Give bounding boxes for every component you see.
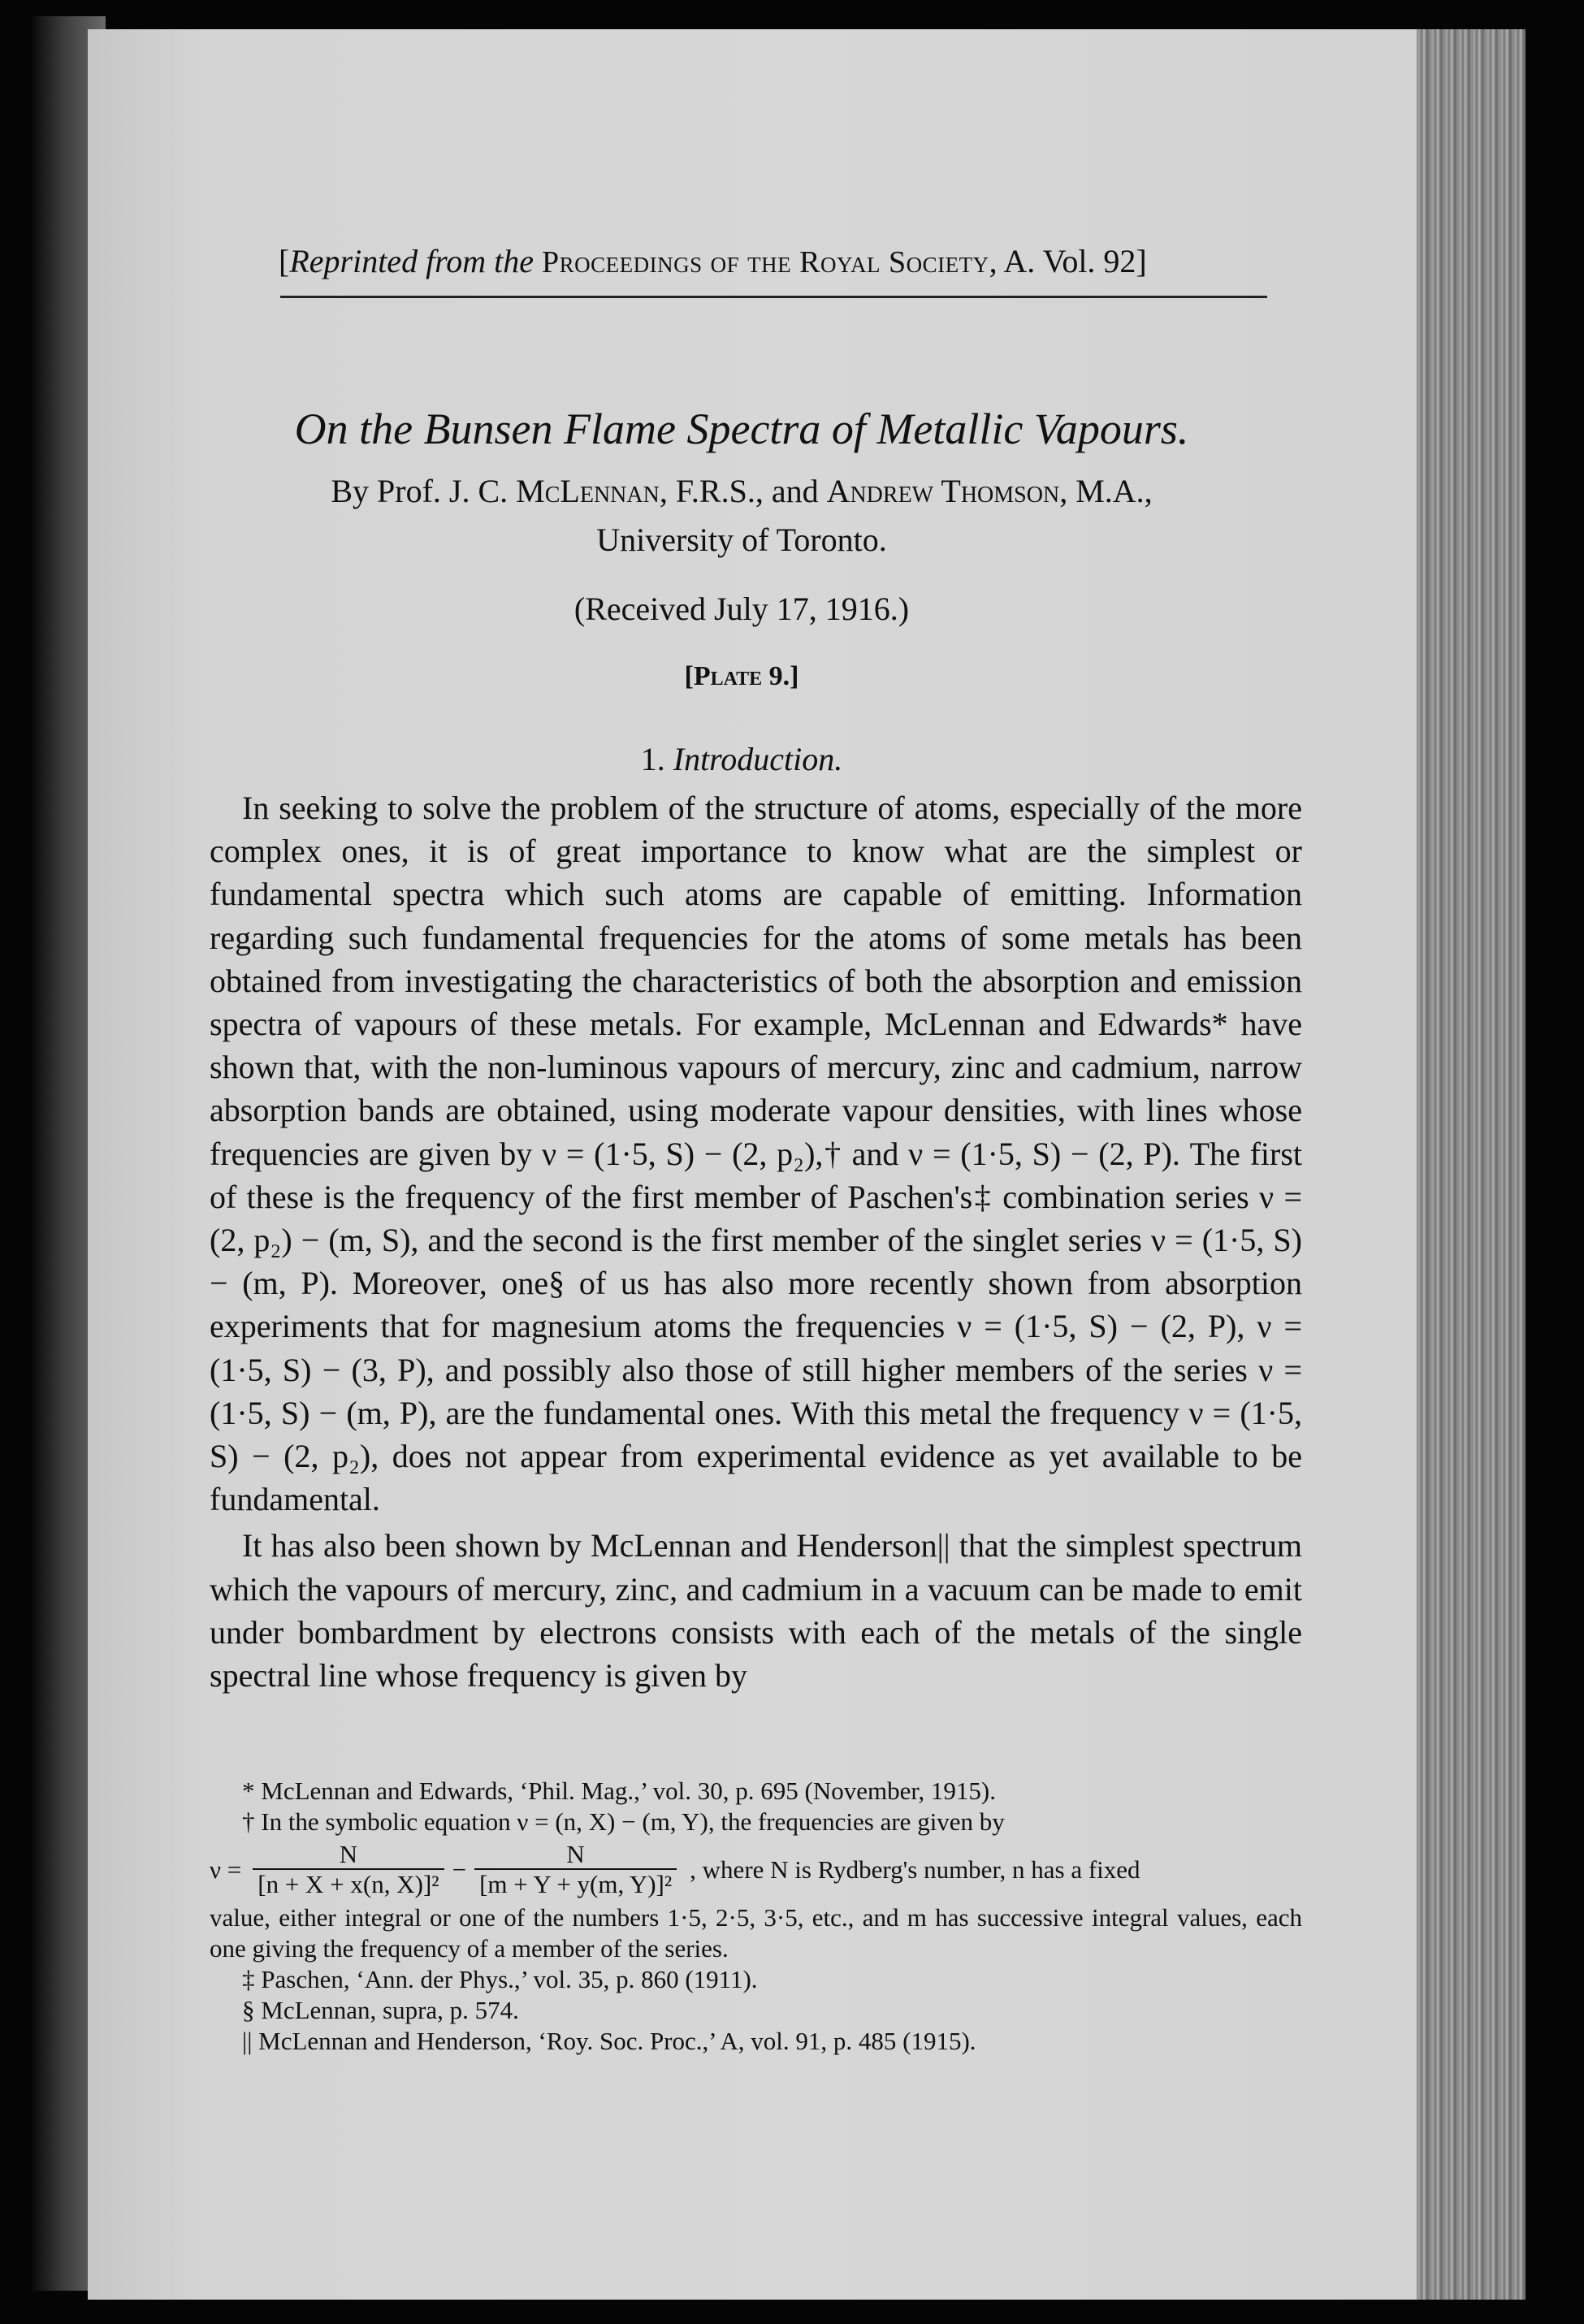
body-text bbox=[210, 786, 1302, 1697]
affiliation: University of Toronto. bbox=[596, 521, 887, 558]
rydberg-formula bbox=[210, 1841, 1302, 1899]
paragraph-1: In seeking to solve the problem of the structure of atoms, especially of the more complex ones, it is of great importance to know what are the simplest or fundamental spectra which such atoms are capable of emitting. Information regarding such fundamental frequencies for the atoms of some metals has been obtained from investigating the characteristics of both the absorption and emission spectra of vapours of these metals. For example, McLennan and Edwards* have shown that, with the non-luminous vapours of mercury, zinc and cadmium, narrow absorption bands are obtained, using moderate vapour densities, with lines whose frequencies are given by ν = (1·5, S) − (2, p₂),† and ν = (1·5, S) − (2, P). The first of these is the frequency of the first member of Paschen's‡ combination series ν = (2, p₂) − (m, S), and the second is the first member of the singlet series ν = (1·5, S) − (m, P). Moreover, one§ of us has also more recently shown from absorption experiments that for magnesium atoms the frequencies ν = (1·5, S) − (2, P), ν = (1·5, S) − (3, P), and possibly also those of still higher members of the series ν = (1·5, S) − (m, P), are the fundamental ones. With this metal the frequency ν = (1·5, S) − (2, p₂), does not appear from experimental evidence as yet available to be fundamental. bbox=[210, 790, 1302, 1518]
plate-reference: [Plate 9.] bbox=[684, 661, 799, 691]
header-bracket: [ bbox=[279, 243, 290, 279]
footnotes bbox=[210, 1776, 1302, 2057]
header-rule bbox=[280, 296, 1267, 298]
footnote-5: || McLennan and Henderson, ‘Roy. Soc. Proc.,’ A, vol. 91, p. 485 (1915). bbox=[242, 2027, 976, 2055]
fraction-1-denominator: [n + X + x(n, X)]² bbox=[253, 1868, 444, 1899]
author-mid: , F.R.S., and bbox=[659, 473, 819, 509]
author-line bbox=[149, 472, 1335, 511]
formula-lhs: ν = bbox=[210, 1855, 242, 1884]
paper-title: On the Bunsen Flame Spectra of Metallic Vapours. bbox=[294, 405, 1189, 453]
author-suffix: , M.A., bbox=[1059, 473, 1153, 509]
formula-minus: − bbox=[452, 1855, 467, 1884]
author-1: McLennan bbox=[516, 473, 660, 509]
fraction-2 bbox=[474, 1841, 677, 1899]
author-by: By Prof. J. C. bbox=[331, 473, 509, 509]
formula-tail: , where N is Rydberg's number, n has a fixed bbox=[690, 1855, 1140, 1884]
fraction-2-numerator: N bbox=[566, 1840, 585, 1868]
scanned-page bbox=[88, 29, 1526, 2300]
footnote-1: * McLennan and Edwards, ‘Phil. Mag.,’ vol. 30, p. 695 (November, 1915). bbox=[242, 1777, 997, 1805]
section-heading bbox=[149, 740, 1335, 779]
running-header bbox=[279, 242, 1318, 282]
footnote-3: ‡ Paschen, ‘Ann. der Phys.,’ vol. 35, p. 860 (1911). bbox=[242, 1965, 758, 1993]
page-edge-texture bbox=[1417, 29, 1526, 2300]
section-title: Introduction. bbox=[673, 741, 843, 777]
paragraph-2: It has also been shown by McLennan and Henderson|| that the simplest spectrum which the vapours of mercury, zinc, and cadmium in a vacuum can be made to emit under bombardment by electrons consists with each of the metals of the single spectral line whose frequency is given by bbox=[210, 1527, 1302, 1694]
fraction-1 bbox=[253, 1841, 444, 1899]
header-volume: , A. Vol. 92] bbox=[989, 243, 1147, 279]
header-journal: Proceedings of the Royal Society bbox=[542, 245, 989, 279]
header-reprinted: Reprinted from the bbox=[289, 243, 534, 279]
footnote-4: § McLennan, supra, p. 574. bbox=[242, 1996, 519, 2024]
author-2: Andrew Thomson bbox=[826, 473, 1060, 509]
fraction-1-numerator: N bbox=[339, 1840, 358, 1868]
footnote-2-continued: value, either integral or one of the numbers 1·5, 2·5, 3·5, etc., and m has successive integral values, each one giving the frequency of a member of the series. bbox=[210, 1903, 1302, 1963]
footnote-2: † In the symbolic equation ν = (n, X) − (m, Y), the frequencies are given by bbox=[242, 1807, 1005, 1836]
section-number: 1. bbox=[640, 741, 665, 777]
fraction-2-denominator: [m + Y + y(m, Y)]² bbox=[474, 1868, 677, 1899]
received-date: (Received July 17, 1916.) bbox=[573, 591, 910, 627]
